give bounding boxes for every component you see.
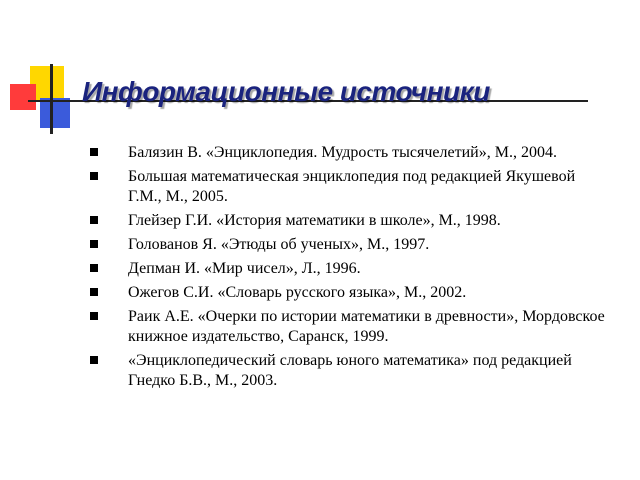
- square-bullet-icon: [90, 172, 98, 180]
- list-item: [90, 143, 610, 163]
- square-bullet-icon: [90, 264, 98, 272]
- square-bullet-icon: [90, 312, 98, 320]
- square-bullet-icon: [90, 148, 98, 156]
- list-item: [90, 235, 610, 255]
- list-item-text: Голованов Я. «Этюды об ученых», М., 1997.: [128, 236, 430, 253]
- list-item: [90, 167, 610, 207]
- list-item-text: Большая математическая энциклопедия под редакцией Якушевой Г.М., М., 2005.: [128, 168, 576, 205]
- sources-list: [90, 143, 610, 395]
- list-item: [90, 259, 610, 279]
- decor-vertical-line: [50, 64, 53, 134]
- list-item-text: Балязин В. «Энциклопедия. Мудрость тысячелетий», М., 2004.: [128, 144, 557, 161]
- list-item-text: «Энциклопедический словарь юного математика» под редакцией Гнедко Б.В., М., 2003.: [128, 352, 572, 389]
- list-item-text: Раик А.Е. «Очерки по истории математики в древности», Мордовское книжное издательство, Саранск, 1999.: [128, 308, 605, 345]
- list-item: [90, 307, 610, 347]
- square-bullet-icon: [90, 356, 98, 364]
- square-bullet-icon: [90, 288, 98, 296]
- list-item-text: Глейзер Г.И. «История математики в школе», М., 1998.: [128, 212, 501, 229]
- list-item: [90, 283, 610, 303]
- square-bullet-icon: [90, 240, 98, 248]
- list-item: [90, 211, 610, 231]
- square-bullet-icon: [90, 216, 98, 224]
- list-item: [90, 351, 610, 391]
- slide-title: Информационные источники: [82, 76, 490, 107]
- list-item-text: Депман И. «Мир чисел», Л., 1996.: [128, 260, 361, 277]
- list-item-text: Ожегов С.И. «Словарь русского языка», М., 2002.: [128, 284, 467, 301]
- decor-blue-square: [40, 98, 70, 128]
- decor-red-square: [10, 84, 36, 110]
